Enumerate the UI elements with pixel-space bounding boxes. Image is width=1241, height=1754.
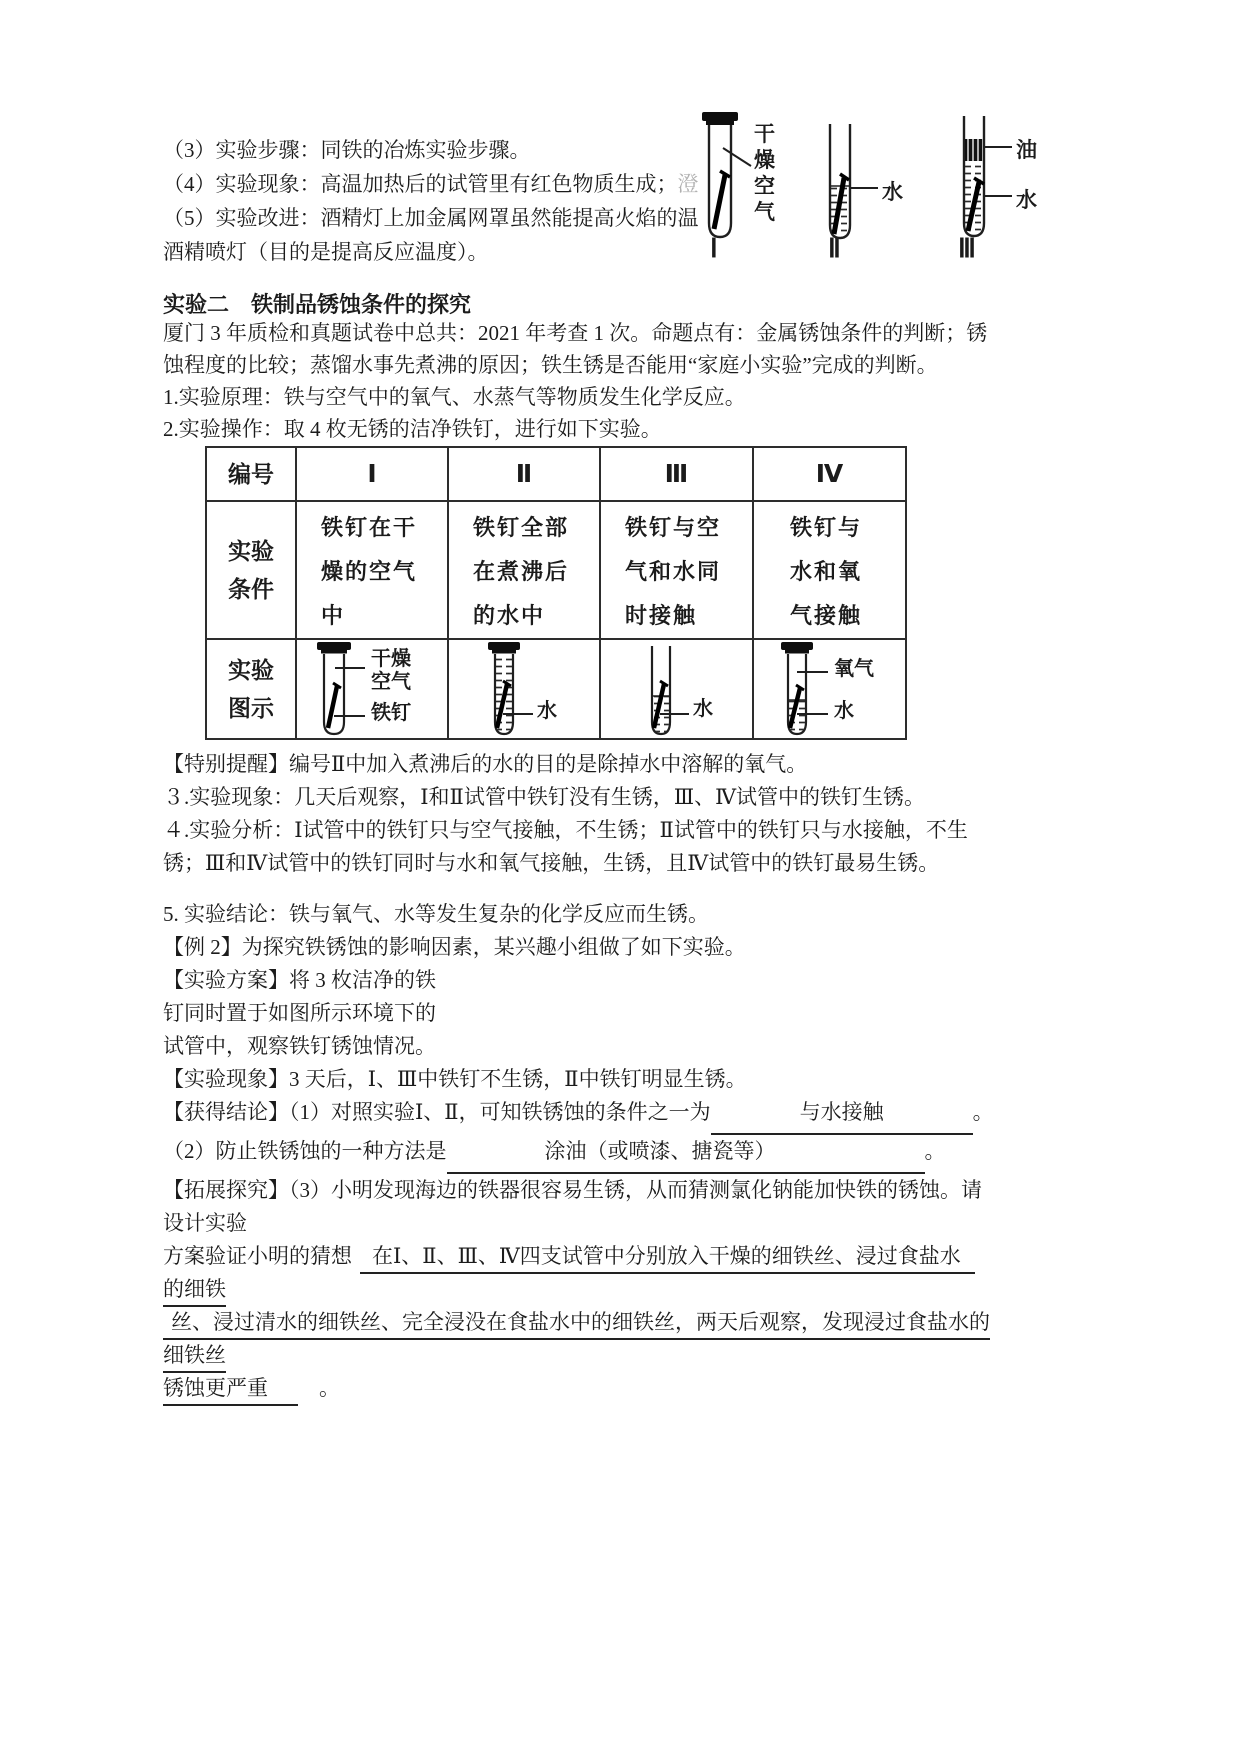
period: 。	[972, 1100, 994, 1124]
test-tube-II-figure	[816, 106, 921, 271]
condition-II: 铁钉全部在煮沸后的水中	[448, 501, 600, 639]
diagram-IV	[753, 639, 906, 739]
answer-3-line-3	[163, 1306, 994, 1339]
answer-3-line-5	[163, 1372, 994, 1405]
text-line	[163, 201, 699, 235]
answer-2-text: 涂油（或喷漆、搪瓷等）	[544, 1139, 776, 1163]
clipped-character: 澄	[677, 172, 699, 196]
oil-label: 油	[1016, 139, 1037, 162]
answer-blank-2	[447, 1135, 925, 1174]
condition-IV: 铁钉与水和氧气接触	[753, 501, 906, 639]
notes-block	[163, 748, 968, 880]
text-line: 设计实验	[163, 1211, 247, 1235]
experiment-table-wrapper	[205, 446, 907, 740]
header-number: 编号	[206, 447, 296, 501]
diagram-row	[206, 639, 906, 739]
row-label-condition: 实验条件	[206, 501, 296, 639]
dry-air-label: 干燥空气	[754, 123, 775, 224]
special-reminder: 【特别提醒】编号Ⅱ中加入煮沸后的水的目的是除掉水中溶解的氧气。	[163, 752, 808, 776]
text-line: 【实验方案】将 3 枚洁净的铁	[163, 968, 436, 992]
text-line: 【实验现象】3 天后，Ⅰ、Ⅲ中铁钉不生锈，Ⅱ中铁钉明显生锈。	[163, 1067, 747, 1091]
section-heading: 实验二 铁制品锈蚀条件的探究	[163, 292, 472, 317]
column-I: Ⅰ	[296, 447, 448, 501]
text-line	[163, 167, 699, 201]
condition-I: 铁钉在干燥的空气中	[296, 501, 448, 639]
test-tube-water-icon	[820, 122, 860, 240]
table-header-row	[206, 447, 906, 501]
test-tube-III-figure	[950, 106, 1058, 271]
water-label: 水	[834, 700, 854, 722]
water-label: 水	[537, 700, 557, 722]
diagram-II	[448, 639, 600, 739]
section-paragraph	[163, 317, 987, 445]
text-line: ４.实验分析：Ⅰ试管中的铁钉只与空气接触，不生锈；Ⅱ试管中的铁钉只与水接触，不生	[163, 818, 968, 842]
tube-boiled-water-icon	[485, 642, 525, 736]
question-2-prompt: （2）防止铁锈蚀的一种方法是	[163, 1139, 447, 1163]
text-line: 2.实验操作：取 4 枚无锈的洁净铁钉，进行如下实验。	[163, 417, 662, 441]
condition-row	[206, 501, 906, 639]
text-line: 钉同时置于如图所示环境下的	[163, 1001, 436, 1025]
period: 。	[319, 1376, 340, 1400]
answer-3-line-2	[163, 1273, 994, 1306]
column-III: Ⅲ	[600, 447, 753, 501]
condition-III: 铁钉与空气和水同时接触	[600, 501, 753, 639]
column-IV: Ⅳ	[753, 447, 906, 501]
water-label: 水	[882, 181, 903, 204]
water-label: 水	[1016, 189, 1037, 212]
column-II: Ⅱ	[448, 447, 600, 501]
text-line: 锈；Ⅲ和Ⅳ试管中的铁钉同时与水和氧气接触，生锈，且Ⅳ试管中的铁钉最易生锈。	[163, 851, 940, 875]
intro-line-3: （3）实验步骤：同铁的冶炼实验步骤。	[163, 138, 531, 162]
answer-1-text: 与水接触	[799, 1100, 884, 1124]
question-1-prompt: 【获得结论】（1）对照实验Ⅰ、Ⅱ，可知铁锈蚀的条件之一为	[163, 1100, 711, 1124]
intro-line-4: （4）实验现象：高温加热后的试管里有红色物质生成；	[163, 172, 678, 196]
tube-caption-II: Ⅱ	[828, 234, 841, 263]
top-figure	[688, 106, 1058, 271]
period	[298, 1376, 319, 1400]
text-line: 【例 2】为探究铁锈蚀的影响因素，某兴趣小组做了如下实验。	[163, 935, 746, 959]
text-line: 【拓展探究】（3）小明发现海边的铁器很容易生锈，从而猜测氯化钠能加快铁的锈蚀。请	[163, 1178, 982, 1202]
test-tube-I-figure	[692, 106, 807, 271]
text-line: 蚀程度的比较；蒸馏水事先煮沸的原因；铁生锈是否能用“家庭小实验”完成的判断。	[163, 353, 938, 377]
water-label: 水	[693, 698, 713, 720]
tube-open-water-icon	[643, 644, 679, 736]
question-3-line	[163, 1240, 994, 1273]
answer-3-underline-2: 的细铁	[163, 1277, 226, 1307]
answer-3-line-4	[163, 1339, 994, 1372]
question-3-prompt: 方案验证小明的猜想	[163, 1244, 352, 1268]
diagram-I	[296, 639, 448, 739]
question-2-line	[163, 1135, 994, 1174]
intro-line-5: （5）实验改进：酒精灯上加金属网罩虽然能提高火焰的温	[163, 206, 699, 230]
text-line: 试管中，观察铁钉锈蚀情况。	[163, 1034, 436, 1058]
intro-block	[163, 133, 699, 269]
experiment-table	[205, 446, 907, 740]
tube-capped-dry-nail-icon	[313, 642, 357, 736]
diagram-III	[600, 639, 753, 739]
oxygen-label: 氧气	[834, 658, 874, 680]
text-line	[163, 235, 699, 269]
answer-3-underline-3: 丝、浸过清水的细铁丝、完全浸没在食盐水中的细铁丝，两天后观察，发现浸过食盐水的	[163, 1310, 990, 1340]
period: 。	[924, 1139, 946, 1163]
dry-air-label: 干燥空气	[371, 648, 411, 693]
answer-3-underline-5: 锈蚀更严重	[163, 1376, 298, 1406]
text-line: 1.实验原理：铁与空气中的氧气、水蒸气等物质发生化学反应。	[163, 385, 746, 409]
text-line: ３.实验现象：几天后观察，Ⅰ和Ⅱ试管中铁钉没有生锈，Ⅲ、Ⅳ试管中的铁钉生锈。	[163, 785, 926, 809]
test-tube-capped-dry-icon	[696, 112, 744, 240]
tube-caption-I: Ⅰ	[710, 234, 718, 263]
intro-line-5b: 酒精喷灯（目的是提高反应温度）。	[163, 240, 489, 264]
test-tube-oil-water-icon	[954, 114, 994, 238]
question-1-line	[163, 1096, 994, 1135]
example-block	[163, 898, 994, 1405]
text-line	[163, 133, 699, 167]
answer-blank-1	[711, 1096, 973, 1135]
text-line: 厦门 3 年质检和真题试卷中总共：2021 年考查 1 次。命题点有：金属锈蚀条件的判断；锈	[163, 321, 988, 345]
answer-3-underline-1: 在Ⅰ、Ⅱ、Ⅲ、Ⅳ四支试管中分别放入干燥的细铁丝、浸过食盐水	[360, 1244, 975, 1274]
text-line: 5. 实验结论：铁与氧气、水等发生复杂的化学反应而生锈。	[163, 902, 709, 926]
tube-caption-III: Ⅲ	[958, 234, 976, 263]
row-label-diagram: 实验图示	[206, 639, 296, 739]
answer-3-underline-4: 细铁丝	[163, 1343, 226, 1373]
tube-oxygen-water-icon	[778, 642, 818, 736]
iron-nail-label: 铁钉	[371, 702, 411, 724]
